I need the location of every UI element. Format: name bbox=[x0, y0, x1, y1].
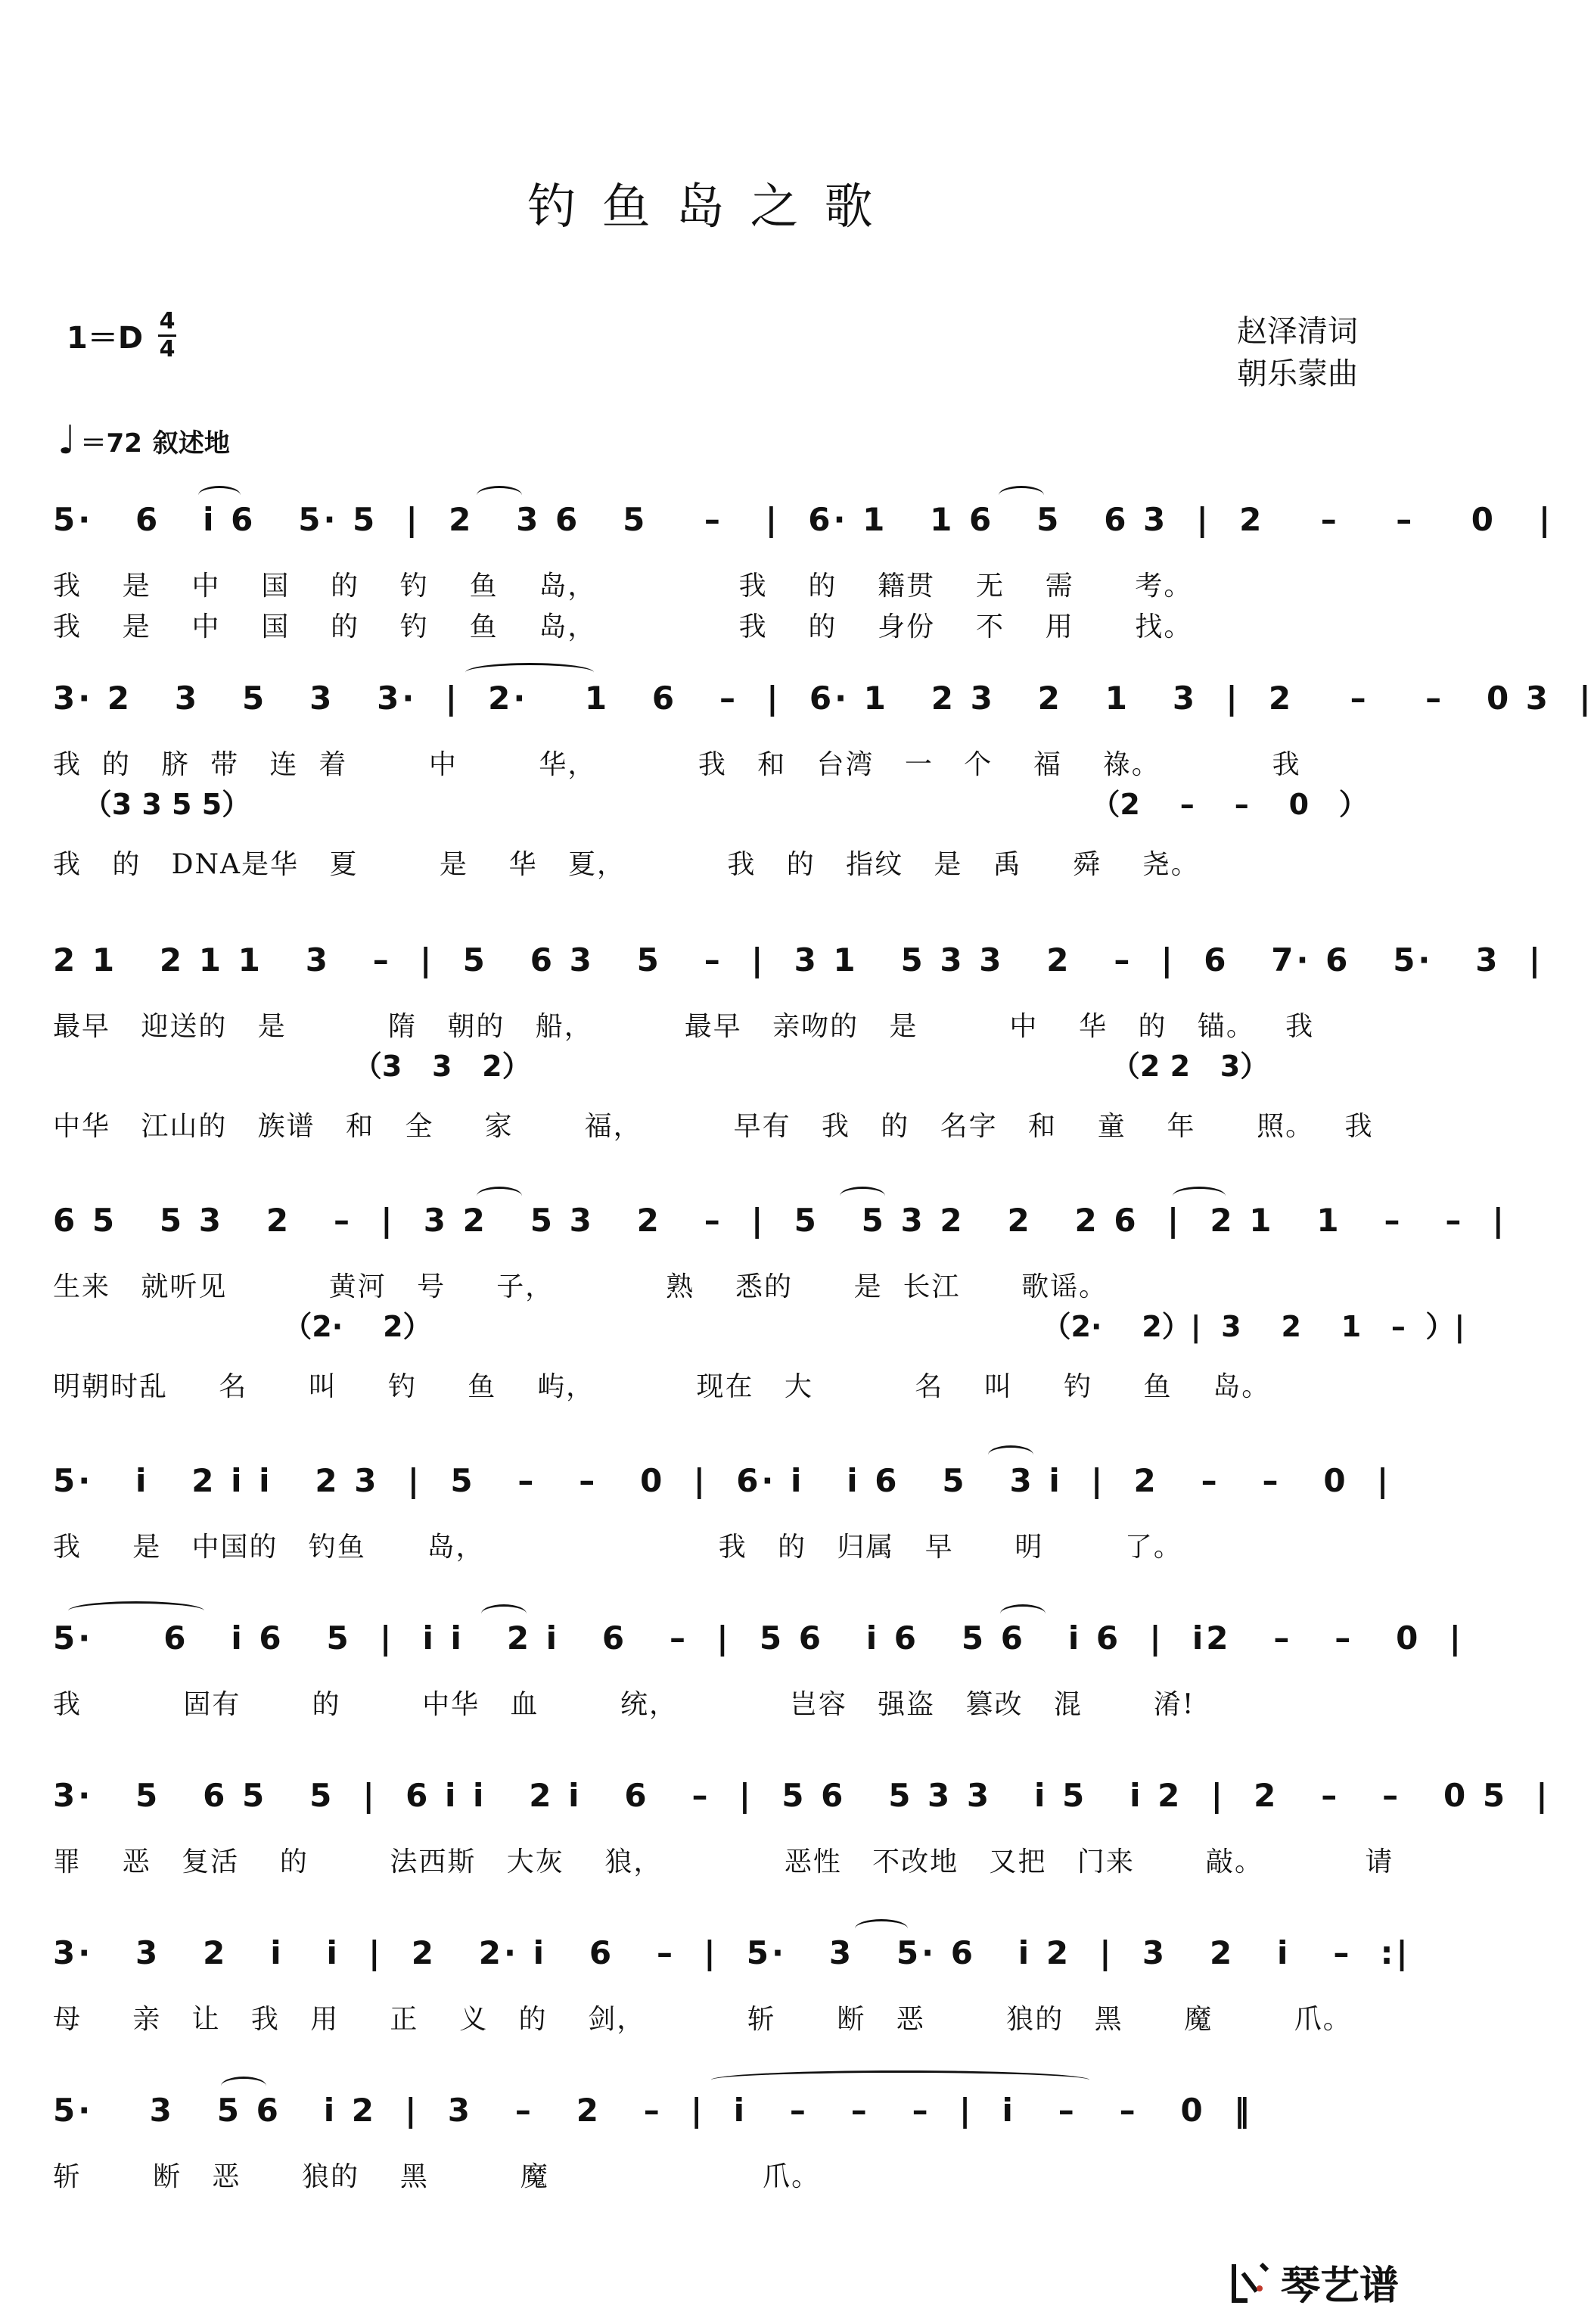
lyric-line-1: 我 是 中国的 钓鱼 岛， 我 的 归属 早 明 了。 bbox=[53, 1532, 1182, 1563]
slur bbox=[465, 663, 594, 682]
notes-line: 5· 6 i 6 5 | i i 2 i 6 – | 5 6 i 6 5 6 i 6 | i2 – – 0 | bbox=[53, 1619, 1464, 1657]
logo-text: 琴艺谱 bbox=[1280, 2263, 1399, 2309]
lyric-line-1: 我 固有 的 中华 血 统， 岂容 强盗 篡改 混 淆! bbox=[53, 1689, 1195, 1720]
slur bbox=[840, 1187, 885, 1206]
lyric-line-1: 斩 断 恶 狼的 黑 魔 爪。 bbox=[53, 2161, 821, 2192]
notes-line: 3· 5 6 5 5 | 6 i i 2 i 6 – | 5 6 5 3 3 i 5 i 2 | 2 – – 0 5 | bbox=[53, 1777, 1551, 1814]
slur bbox=[999, 486, 1044, 505]
slur bbox=[477, 1187, 522, 1206]
lyric-line-1: 母 亲 让 我 用 正 义 的 剑， 斩 断 恶 狼的 黑 魔 爪。 bbox=[53, 2004, 1352, 2035]
credits bbox=[1237, 310, 1358, 395]
slur bbox=[221, 2077, 266, 2095]
slur bbox=[477, 486, 522, 505]
slur bbox=[198, 486, 241, 505]
lyric-line-2: 我 是 中 国 的 钓 鱼 岛， 我 的 身份 不 用 找。 bbox=[53, 611, 1193, 642]
slur bbox=[1000, 1604, 1046, 1623]
slur bbox=[711, 2070, 1089, 2089]
slur bbox=[1173, 1187, 1226, 1206]
tempo-expression: 叙述地 bbox=[152, 428, 230, 459]
notes-line: 2 1 2 1 1 3 – | 5 6 3 5 – | 3 1 5 3 3 2 – | 6 7· 6 5· 3 | bbox=[53, 941, 1544, 978]
slur bbox=[988, 1445, 1033, 1464]
notes-line: 5· 3 5 6 i 2 | 3 – 2 – | i – – – | i – – 0 ‖ bbox=[53, 2092, 1253, 2129]
lyricist: 赵泽清词 bbox=[1237, 314, 1358, 349]
notes-line: 5· 6 i 6 5· 5 | 2 3 6 5 – | 6· 1 1 6 5 6 3 | 2 – – 0 | bbox=[53, 501, 1554, 538]
composer: 朝乐蒙曲 bbox=[1237, 356, 1358, 391]
lyric-line-1: 我 的 脐 带 连 着 中 华， 我 和 台湾 一 个 福 祿。 我 bbox=[53, 749, 1301, 780]
slur bbox=[855, 1919, 908, 1938]
key-label: 1＝D bbox=[67, 321, 144, 356]
song-title: 钓鱼岛之歌 bbox=[527, 179, 899, 235]
sub-notes-line: （3 3 2） （2 2 3） bbox=[53, 1050, 1269, 1083]
slur bbox=[481, 1604, 527, 1623]
notes-line: 3· 2 3 5 3 3· | 2· 1 6 – | 6· 1 2 3 2 1 3 | 2 – – 0 3 | bbox=[53, 680, 1594, 717]
lyric-line-2: 明朝时乱 名 叫 钓 鱼 屿， 现在 大 名 叫 钓 鱼 岛。 bbox=[53, 1371, 1271, 1402]
lyric-line-1: 生来 就听见 黄河 号 子， 熟 悉的 是 长江 歌谣。 bbox=[53, 1271, 1108, 1302]
slur bbox=[68, 1601, 204, 1620]
quarter-note-icon: ♩ bbox=[57, 418, 76, 463]
lyric-line-1: 我 是 中 国 的 钓 鱼 岛， 我 的 籍贯 无 需 考。 bbox=[53, 571, 1193, 602]
lyric-line-2: 中华 江山的 族谱 和 全 家 福， 早有 我 的 名字 和 童 年 照。 我 bbox=[53, 1111, 1374, 1142]
brand-logo bbox=[1226, 2254, 1399, 2310]
lyric-line-1: 最早 迎送的 是 隋 朝的 船， 最早 亲吻的 是 中 华 的 锚。 我 bbox=[53, 1011, 1315, 1042]
notes-line: 6 5 5 3 2 – | 3 2 5 3 2 – | 5 5 3 2 2 2 6 | 2 1 1 – – | bbox=[53, 1202, 1507, 1239]
time-signature bbox=[158, 310, 176, 361]
time-signature-top: 4 bbox=[159, 308, 176, 334]
notes-line: 5· i 2 i i 2 3 | 5 – – 0 | 6· i i 6 5 3 i | 2 – – 0 | bbox=[53, 1462, 1392, 1499]
lyric-line-2: 我 的 DNA是华 夏 是 华 夏， 我 的 指纹 是 禹 舜 尧。 bbox=[53, 849, 1200, 880]
time-signature-bottom: 4 bbox=[159, 336, 176, 362]
lyric-line-1: 罪 恶 复活 的 法西斯 大灰 狼， 恶性 不改地 又把 门来 敲。 请 bbox=[53, 1846, 1394, 1878]
tempo-value: ＝72 bbox=[80, 428, 142, 459]
notes-line: 3· 3 2 i i | 2 2· i 6 – | 5· 3 5· 6 i 2 | 3 2 i – :| bbox=[53, 1934, 1411, 1971]
key-signature bbox=[67, 310, 176, 361]
sub-notes-line: （3 3 5 5） （2 – – 0 ） bbox=[53, 788, 1368, 821]
tempo-marking bbox=[57, 418, 230, 463]
logo-mark-icon bbox=[1226, 2258, 1275, 2307]
sub-notes-line: （2· 2） （2· 2）| 3 2 1 – ）| bbox=[53, 1310, 1465, 1343]
